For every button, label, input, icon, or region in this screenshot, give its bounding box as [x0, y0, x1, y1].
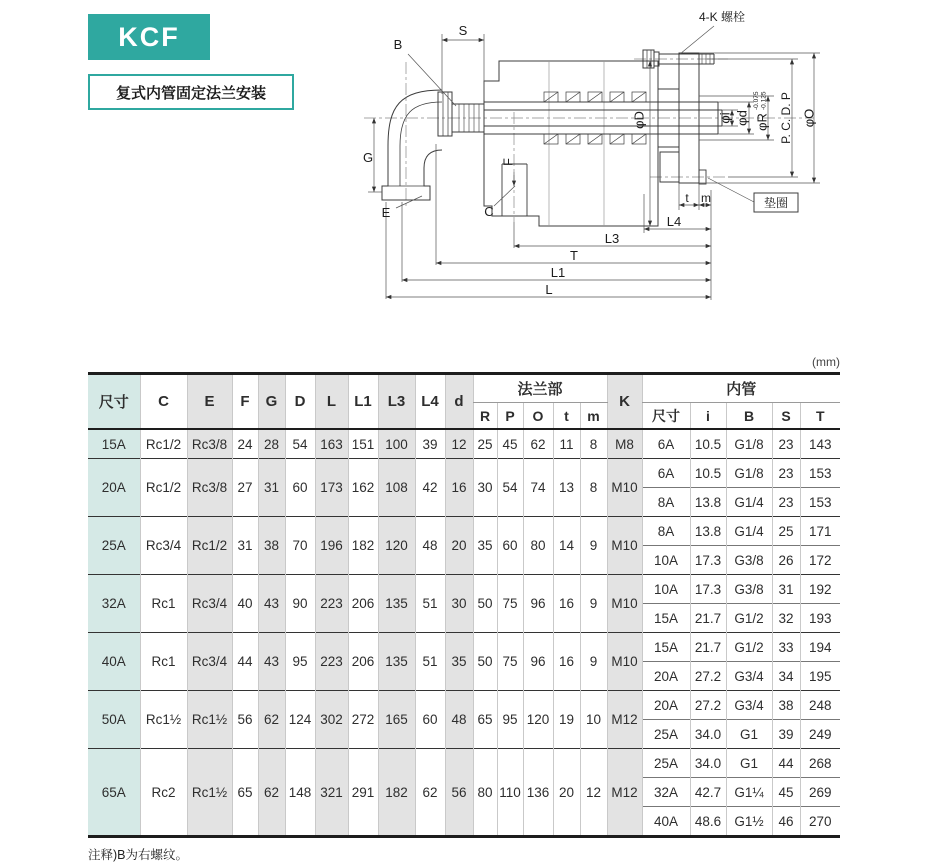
cell-R: 50	[473, 575, 497, 633]
svg-text:φR: φR	[754, 113, 770, 131]
cell-L1: 151	[348, 429, 378, 459]
col-header-b: B	[726, 403, 772, 430]
cell-C: Rc1/2	[140, 459, 187, 517]
inner-cell-i: 34.0	[690, 749, 726, 778]
inner-cell-size: 25A	[642, 749, 690, 778]
cell-K: M10	[607, 459, 642, 517]
cell-R: 25	[473, 429, 497, 459]
cell-L4: 60	[415, 691, 445, 749]
table-row	[88, 517, 840, 546]
col-header-e: E	[187, 374, 232, 430]
cell-t: 13	[553, 459, 580, 517]
group-header-flange: 法兰部	[473, 374, 607, 403]
inner-cell-S: 33	[772, 633, 800, 662]
cell-D: 95	[285, 633, 315, 691]
cell-E: Rc3/4	[187, 633, 232, 691]
cell-K: M12	[607, 749, 642, 837]
cell-L: 196	[315, 517, 348, 575]
cell-L3: 120	[378, 517, 415, 575]
inner-cell-i: 48.6	[690, 807, 726, 837]
dim-label-t: t	[685, 191, 689, 205]
cell-E: Rc3/4	[187, 575, 232, 633]
cell-O: 80	[523, 517, 553, 575]
inner-cell-B: G1¼	[726, 778, 772, 807]
cell-L4: 62	[415, 749, 445, 837]
cell-L: 223	[315, 575, 348, 633]
footnote: 注释)B为右螺纹。	[88, 848, 189, 862]
cell-L1: 291	[348, 749, 378, 837]
inner-cell-S: 31	[772, 575, 800, 604]
cell-size: 25A	[88, 517, 140, 575]
cell-F: 31	[232, 517, 258, 575]
table-row	[88, 691, 840, 720]
inner-cell-S: 44	[772, 749, 800, 778]
cell-F: 27	[232, 459, 258, 517]
cell-L3: 135	[378, 633, 415, 691]
cell-K: M10	[607, 517, 642, 575]
cell-P: 45	[497, 429, 523, 459]
tolerance-lower: -0.125	[760, 91, 768, 110]
inner-cell-S: 23	[772, 429, 800, 459]
inner-cell-i: 21.7	[690, 633, 726, 662]
dim-label-l3: L3	[604, 231, 620, 246]
inner-cell-T: 153	[800, 488, 840, 517]
cell-R: 65	[473, 691, 497, 749]
cell-F: 65	[232, 749, 258, 837]
cell-C: Rc1	[140, 633, 187, 691]
cell-L4: 39	[415, 429, 445, 459]
cell-L1: 162	[348, 459, 378, 517]
cell-m: 8	[580, 459, 607, 517]
cell-F: 40	[232, 575, 258, 633]
cell-d: 48	[445, 691, 473, 749]
inner-cell-i: 27.2	[690, 691, 726, 720]
cell-L1: 272	[348, 691, 378, 749]
inner-cell-size: 6A	[642, 429, 690, 459]
inner-cell-size: 40A	[642, 807, 690, 837]
cell-d: 56	[445, 749, 473, 837]
inner-cell-B: G3/4	[726, 662, 772, 691]
cell-D: 124	[285, 691, 315, 749]
col-header-size: 尺寸	[88, 374, 140, 430]
cell-P: 75	[497, 633, 523, 691]
dimension-table-section	[88, 354, 840, 863]
col-header-t: t	[553, 403, 580, 430]
dim-label-phi-d-body: φD	[631, 111, 647, 129]
cell-K: M10	[607, 633, 642, 691]
tolerance-upper: -0.075	[753, 91, 760, 110]
cell-d: 12	[445, 429, 473, 459]
washer-callout: 垫圈	[763, 196, 789, 210]
inner-cell-S: 26	[772, 546, 800, 575]
cell-L: 163	[315, 429, 348, 459]
cell-R: 50	[473, 633, 497, 691]
cell-K: M8	[607, 429, 642, 459]
col-header-inner-size: 尺寸	[642, 403, 690, 430]
inner-cell-i: 17.3	[690, 546, 726, 575]
dim-label-f: F	[500, 158, 516, 166]
cell-P: 75	[497, 575, 523, 633]
inner-cell-T: 194	[800, 633, 840, 662]
cell-R: 80	[473, 749, 497, 837]
dim-label-t-total: T	[570, 248, 578, 263]
cell-size: 40A	[88, 633, 140, 691]
inner-cell-T: 249	[800, 720, 840, 749]
col-header-r: R	[473, 403, 497, 430]
cell-L4: 42	[415, 459, 445, 517]
cell-D: 90	[285, 575, 315, 633]
cell-m: 10	[580, 691, 607, 749]
inner-cell-size: 20A	[642, 662, 690, 691]
cell-size: 20A	[88, 459, 140, 517]
col-header-l: L	[315, 374, 348, 430]
col-header-k: K	[607, 374, 642, 430]
inner-cell-B: G1/4	[726, 517, 772, 546]
group-header-inner-tube: 内管	[642, 374, 840, 403]
inner-cell-B: G1/8	[726, 429, 772, 459]
dim-label-phi-o: φO	[801, 108, 817, 128]
table-row	[88, 429, 840, 459]
dim-label-pcd: P. C. D. P	[779, 92, 793, 144]
inner-cell-T: 248	[800, 691, 840, 720]
inner-cell-S: 46	[772, 807, 800, 837]
col-header-p: P	[497, 403, 523, 430]
model-badge: KCF	[88, 14, 210, 60]
inner-cell-T: 268	[800, 749, 840, 778]
cell-O: 96	[523, 575, 553, 633]
dim-label-phi-r	[753, 91, 770, 131]
cell-O: 74	[523, 459, 553, 517]
cell-G: 43	[258, 633, 285, 691]
cell-E: Rc1/2	[187, 517, 232, 575]
table-row	[88, 459, 840, 488]
cell-C: Rc1	[140, 575, 187, 633]
col-header-f: F	[232, 374, 258, 430]
table-body	[88, 429, 840, 837]
technical-drawing	[362, 4, 830, 322]
cell-L3: 100	[378, 429, 415, 459]
cell-d: 20	[445, 517, 473, 575]
cell-L3: 108	[378, 459, 415, 517]
dim-label-b: B	[393, 37, 403, 52]
inner-cell-i: 21.7	[690, 604, 726, 633]
inner-cell-i: 10.5	[690, 459, 726, 488]
cell-t: 16	[553, 633, 580, 691]
inner-cell-S: 23	[772, 488, 800, 517]
inner-cell-B: G1/2	[726, 633, 772, 662]
cell-t: 19	[553, 691, 580, 749]
inner-cell-T: 171	[800, 517, 840, 546]
cell-P: 110	[497, 749, 523, 837]
inner-cell-B: G1	[726, 749, 772, 778]
col-header-d-body: D	[285, 374, 315, 430]
dim-label-l1: L1	[550, 265, 566, 280]
bolt-callout: 4-K 螺栓	[699, 10, 746, 24]
cell-E: Rc1½	[187, 691, 232, 749]
inner-cell-T: 195	[800, 662, 840, 691]
inner-cell-size: 25A	[642, 720, 690, 749]
inner-cell-size: 10A	[642, 575, 690, 604]
cell-m: 12	[580, 749, 607, 837]
cell-size: 50A	[88, 691, 140, 749]
cell-K: M10	[607, 575, 642, 633]
inner-cell-B: G1	[726, 720, 772, 749]
cell-G: 43	[258, 575, 285, 633]
cell-G: 31	[258, 459, 285, 517]
inner-cell-T: 153	[800, 459, 840, 488]
inner-cell-i: 13.8	[690, 488, 726, 517]
dim-label-s: S	[458, 23, 468, 38]
cell-L1: 206	[348, 575, 378, 633]
cell-D: 54	[285, 429, 315, 459]
inner-cell-i: 17.3	[690, 575, 726, 604]
inner-cell-T: 192	[800, 575, 840, 604]
cell-P: 60	[497, 517, 523, 575]
cell-size: 65A	[88, 749, 140, 837]
cell-R: 30	[473, 459, 497, 517]
cell-L4: 48	[415, 517, 445, 575]
col-header-s: S	[772, 403, 800, 430]
dim-label-c: C	[484, 204, 494, 219]
joint-outline	[382, 50, 722, 226]
cell-d: 16	[445, 459, 473, 517]
cell-P: 54	[497, 459, 523, 517]
cell-F: 44	[232, 633, 258, 691]
cell-F: 24	[232, 429, 258, 459]
cell-C: Rc2	[140, 749, 187, 837]
cell-t: 14	[553, 517, 580, 575]
table-head	[88, 374, 840, 430]
cell-R: 35	[473, 517, 497, 575]
cell-m: 9	[580, 517, 607, 575]
dim-label-l4: L4	[666, 214, 682, 229]
cell-L4: 51	[415, 575, 445, 633]
cell-G: 28	[258, 429, 285, 459]
cell-t: 11	[553, 429, 580, 459]
cell-L4: 51	[415, 633, 445, 691]
dimension-table	[88, 372, 840, 838]
inner-cell-i: 42.7	[690, 778, 726, 807]
inner-cell-i: 13.8	[690, 517, 726, 546]
inner-cell-i: 10.5	[690, 429, 726, 459]
col-header-o: O	[523, 403, 553, 430]
inner-cell-B: G1/2	[726, 604, 772, 633]
cell-L: 321	[315, 749, 348, 837]
cell-E: Rc1½	[187, 749, 232, 837]
col-header-l1: L1	[348, 374, 378, 430]
cell-L3: 135	[378, 575, 415, 633]
cell-O: 120	[523, 691, 553, 749]
centerlines	[364, 59, 814, 222]
cell-G: 62	[258, 749, 285, 837]
dim-label-l: L	[545, 282, 553, 297]
inner-cell-B: G1/8	[726, 459, 772, 488]
inner-cell-size: 20A	[642, 691, 690, 720]
col-header-g: G	[258, 374, 285, 430]
inner-cell-size: 15A	[642, 604, 690, 633]
inner-cell-S: 25	[772, 517, 800, 546]
inner-cell-T: 193	[800, 604, 840, 633]
inner-cell-B: G3/8	[726, 546, 772, 575]
inner-cell-T: 143	[800, 429, 840, 459]
inner-cell-size: 15A	[642, 633, 690, 662]
cell-L: 302	[315, 691, 348, 749]
cell-K: M12	[607, 691, 642, 749]
inner-cell-T: 269	[800, 778, 840, 807]
col-header-t-total: T	[800, 403, 840, 430]
dimension-lines	[368, 26, 820, 300]
cell-d: 35	[445, 633, 473, 691]
cell-G: 38	[258, 517, 285, 575]
cell-t: 16	[553, 575, 580, 633]
cell-D: 148	[285, 749, 315, 837]
cell-O: 136	[523, 749, 553, 837]
col-header-i: i	[690, 403, 726, 430]
inner-cell-size: 10A	[642, 546, 690, 575]
cell-G: 62	[258, 691, 285, 749]
cell-m: 9	[580, 575, 607, 633]
inner-cell-S: 32	[772, 604, 800, 633]
dim-label-phi-d-tube: φd	[734, 110, 750, 126]
inner-cell-i: 27.2	[690, 662, 726, 691]
inner-cell-B: G1½	[726, 807, 772, 837]
inner-cell-size: 8A	[642, 488, 690, 517]
cell-F: 56	[232, 691, 258, 749]
inner-cell-size: 6A	[642, 459, 690, 488]
cell-O: 62	[523, 429, 553, 459]
cell-size: 32A	[88, 575, 140, 633]
cell-C: Rc3/4	[140, 517, 187, 575]
cell-L1: 206	[348, 633, 378, 691]
inner-cell-size: 8A	[642, 517, 690, 546]
dim-label-phi-i: φi	[717, 112, 733, 124]
inner-cell-B: G1/4	[726, 488, 772, 517]
col-header-d-small: d	[445, 374, 473, 430]
unit-label: (mm)	[812, 355, 840, 369]
inner-cell-S: 38	[772, 691, 800, 720]
col-header-l3: L3	[378, 374, 415, 430]
cell-E: Rc3/8	[187, 429, 232, 459]
inner-cell-B: G3/8	[726, 575, 772, 604]
inner-cell-i: 34.0	[690, 720, 726, 749]
cell-O: 96	[523, 633, 553, 691]
col-header-m: m	[580, 403, 607, 430]
cell-d: 30	[445, 575, 473, 633]
inner-cell-T: 270	[800, 807, 840, 837]
table-row	[88, 575, 840, 604]
inner-cell-size: 32A	[642, 778, 690, 807]
inner-cell-S: 23	[772, 459, 800, 488]
col-header-c: C	[140, 374, 187, 430]
cell-m: 9	[580, 633, 607, 691]
cell-L: 173	[315, 459, 348, 517]
cell-L: 223	[315, 633, 348, 691]
dim-label-e: E	[381, 205, 391, 220]
cell-P: 95	[497, 691, 523, 749]
inner-cell-S: 45	[772, 778, 800, 807]
inner-cell-B: G3/4	[726, 691, 772, 720]
cell-L1: 182	[348, 517, 378, 575]
dim-label-m: m	[701, 191, 711, 205]
cell-D: 60	[285, 459, 315, 517]
cell-L3: 165	[378, 691, 415, 749]
table-row	[88, 633, 840, 662]
inner-cell-S: 39	[772, 720, 800, 749]
cell-D: 70	[285, 517, 315, 575]
cell-E: Rc3/8	[187, 459, 232, 517]
cell-C: Rc1/2	[140, 429, 187, 459]
cell-t: 20	[553, 749, 580, 837]
inner-cell-T: 172	[800, 546, 840, 575]
cell-C: Rc1½	[140, 691, 187, 749]
cell-size: 15A	[88, 429, 140, 459]
dim-label-g: G	[363, 150, 374, 165]
cell-m: 8	[580, 429, 607, 459]
cell-L3: 182	[378, 749, 415, 837]
table-row	[88, 749, 840, 778]
col-header-l4: L4	[415, 374, 445, 430]
page-subtitle: 复式内管固定法兰安装	[88, 74, 294, 110]
inner-cell-S: 34	[772, 662, 800, 691]
